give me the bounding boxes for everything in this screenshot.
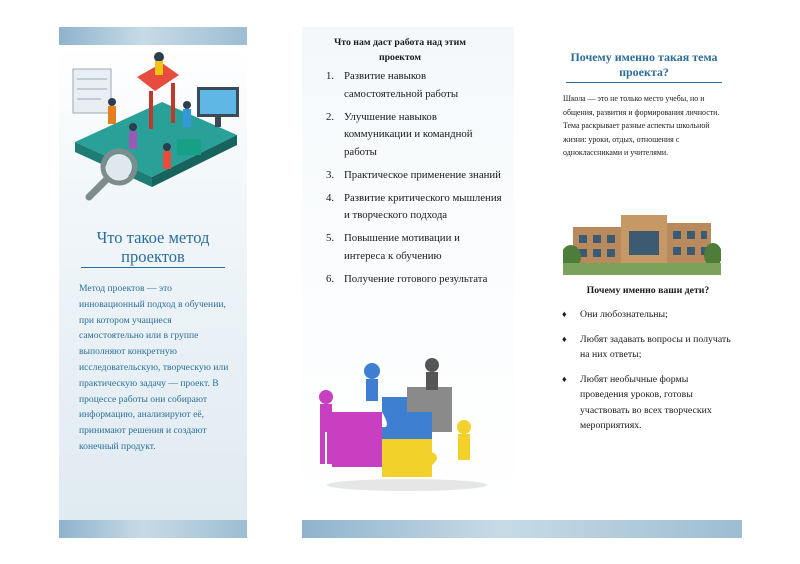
list-item-number: 4. [326,191,335,204]
right-panel [548,27,742,517]
list-item-text: Они любознательны; [580,309,668,320]
title-divider [81,267,225,268]
list-item-text: Развитие критического мышления и творческого подхода [344,191,502,221]
right-panel-title: Почему именно такая тема проекта? [570,50,718,79]
middle-panel [302,27,514,519]
list-item-text: Любят необычные формы проведения уроков, готовы участвовать во всех творческих мероприятиях. [580,373,712,431]
list-item [562,372,738,434]
list-item [322,167,502,185]
list-item-text: Развитие навыков самостоятельной работы [344,70,459,100]
reasons-list [562,307,738,443]
left-panel-title: Что такое метод проектов [96,228,210,266]
decor-band-bottom-right [302,520,742,538]
team-work-illustration [67,47,242,207]
right-panel-paragraph: Школа — это не только место учебы, но и общения, развития и формирования личности. Тема раскрывает разные аспекты школьной жизни: уроки, отдых, отношения с одноклассниками и учителями. [563,94,720,158]
list-item-number: 2. [326,110,335,123]
title-divider [566,82,722,83]
list-item-text: Получение готового результата [344,272,488,285]
list-item [322,190,502,225]
list-item-number: 1. [326,70,335,82]
list-item-text: Практическое применение знаний [344,168,501,181]
school-building-image [563,205,721,275]
list-item [562,332,738,363]
right-panel-subheading: Почему именно ваши дети? [586,285,710,296]
list-item-text: Улучшение навыков коммуникации и командной работы [344,110,473,158]
puzzle-team-illustration [312,357,492,492]
list-item-number: 6. [326,272,335,285]
list-item [322,230,502,265]
list-item [322,271,502,289]
list-item [322,109,502,162]
list-item-text: Повышение мотивации и интереса к обучению [344,232,460,262]
list-item [562,307,738,323]
list-item-number: 5. [326,232,335,244]
list-item-text: Любят задавать вопросы и получать на них ответы; [580,333,731,360]
decor-band-top-left [59,27,247,45]
diamond-bullet-icon: ♦ [562,309,567,319]
diamond-bullet-icon: ♦ [562,373,567,384]
left-panel-body: Метод проектов — это инновационный подход в обучении, при котором учащиеся самостоятельно или в группе выполняют конкретную исследовательскую, творческую или практическую задачу — проект. В процессе работы они собирают информацию, анализируют её, принимают решения и создают конечный продукт. [79,283,229,452]
middle-panel-heading: Что нам даст работа над этим проектом [334,37,466,63]
list-item-number: 3. [326,168,335,181]
left-panel [59,45,247,520]
decor-band-bottom-left [59,520,247,538]
benefits-list [322,68,502,294]
list-item [322,68,502,103]
diamond-bullet-icon: ♦ [562,333,567,344]
